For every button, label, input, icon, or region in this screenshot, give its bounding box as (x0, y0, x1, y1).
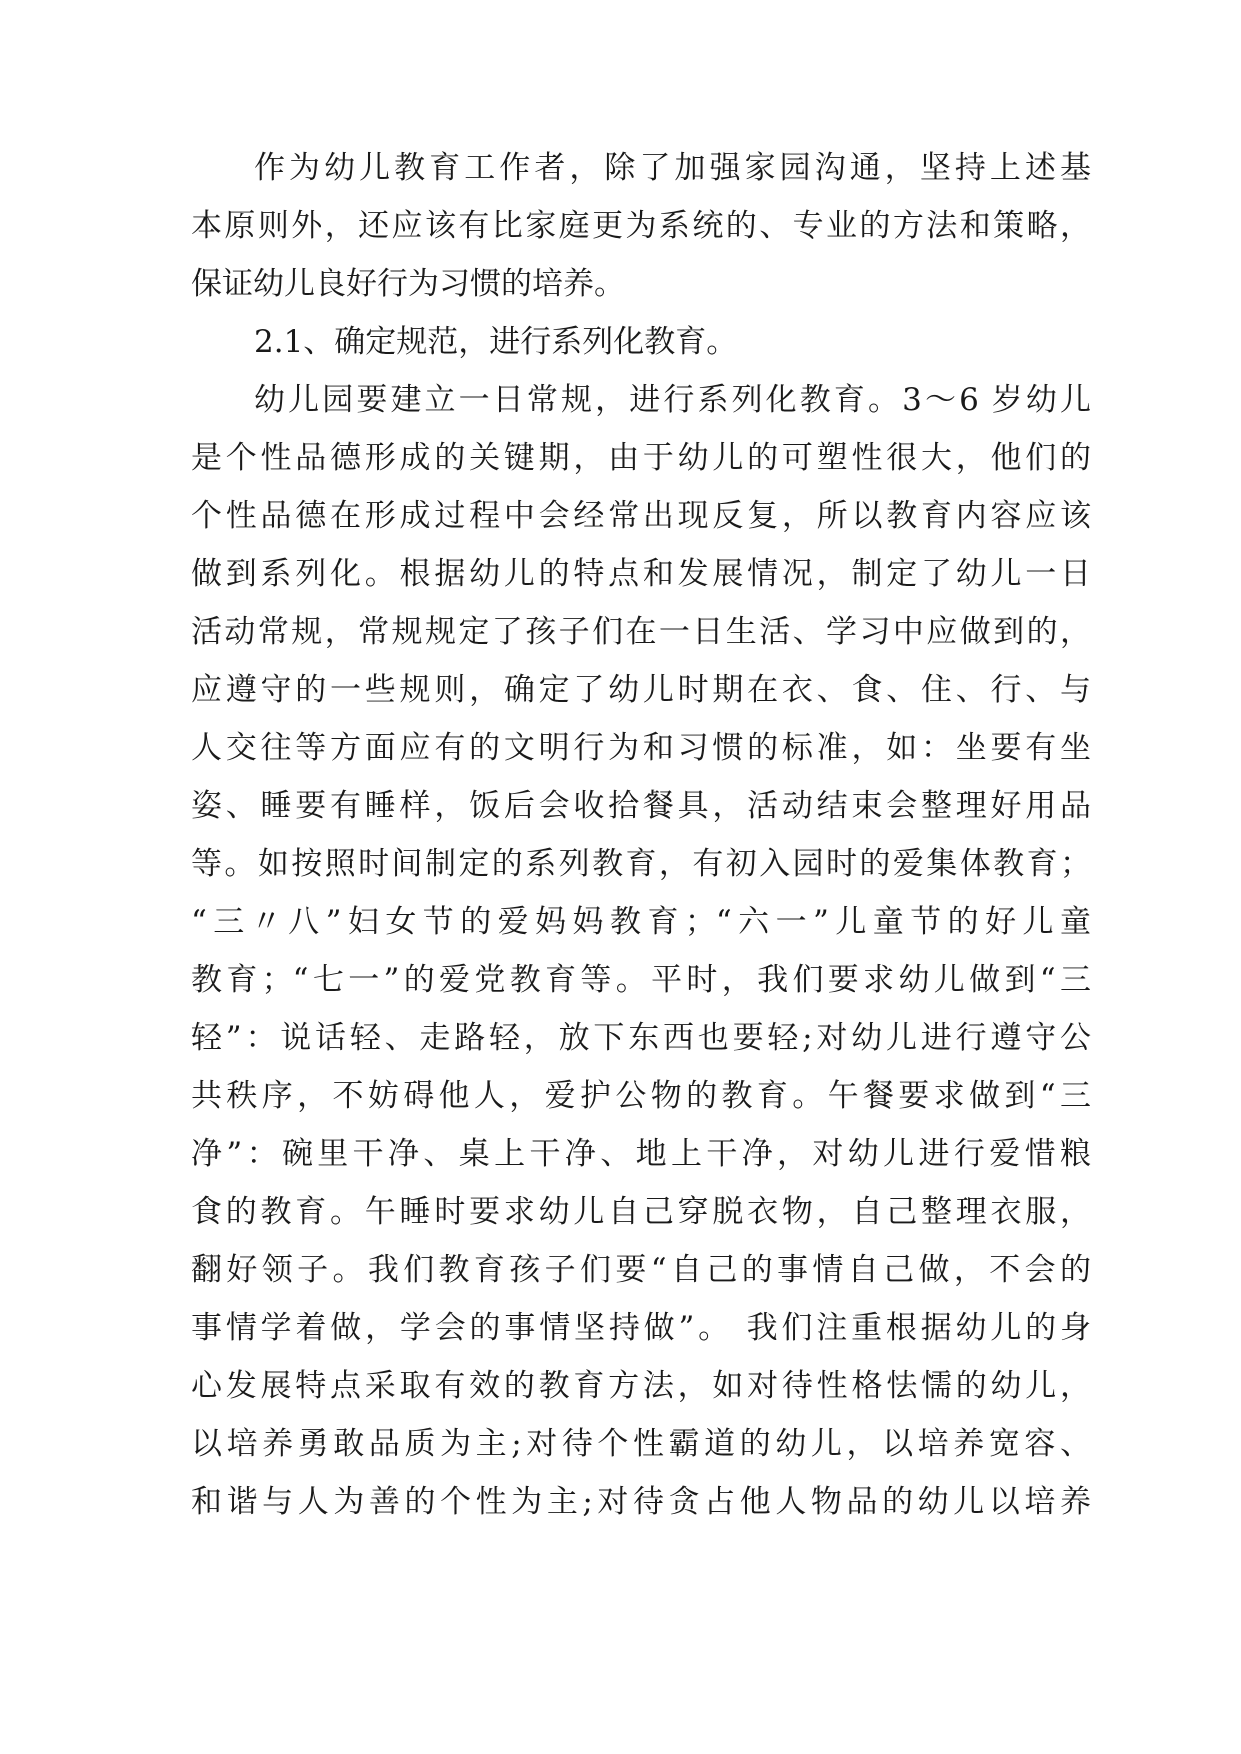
paragraph-line: 食的教育。午睡时要求幼儿自己穿脱衣物，自己整理衣服， (191, 1194, 1091, 1230)
paragraph-line: 本原则外，还应该有比家庭更为系统的、专业的方法和策略， (191, 208, 1091, 244)
section-heading: 2.1、确定规范，进行系列化教育。 (254, 324, 738, 360)
paragraph-line: 以培养勇敢品质为主;对待个性霸道的幼儿，以培养宽容、 (191, 1426, 1091, 1462)
paragraph-line: 应遵守的一些规则，确定了幼儿时期在衣、食、住、行、与 (191, 672, 1091, 708)
paragraph-line: 事情学着做，学会的事情坚持做”。 我们注重根据幼儿的身 (191, 1310, 1091, 1346)
paragraph-line: 做到系列化。根据幼儿的特点和发展情况，制定了幼儿一日 (191, 556, 1091, 592)
paragraph-line: 保证幼儿良好行为习惯的培养。 (191, 266, 625, 302)
paragraph-line: 个性品德在形成过程中会经常出现反复，所以教育内容应该 (191, 498, 1091, 534)
paragraph-line: 姿、睡要有睡样，饭后会收拾餐具，活动结束会整理好用品 (191, 788, 1091, 824)
paragraph-line: 幼儿园要建立一日常规，进行系列化教育。3～6 岁幼儿 (254, 382, 1091, 418)
paragraph-line: 教育；“七一”的爱党教育等。平时，我们要求幼儿做到“三 (191, 962, 1091, 998)
paragraph-line: 是个性品德形成的关键期，由于幼儿的可塑性很大，他们的 (191, 440, 1091, 476)
paragraph-line: 等。如按照时间制定的系列教育，有初入园时的爱集体教育； (191, 846, 1091, 882)
paragraph-line: 净”：碗里干净、桌上干净、地上干净，对幼儿进行爱惜粮 (191, 1136, 1091, 1172)
paragraph-line: 轻”：说话轻、走路轻，放下东西也要轻;对幼儿进行遵守公 (191, 1020, 1091, 1056)
paragraph-line: “三〃八”妇女节的爱妈妈教育；“六一”儿童节的好儿童 (191, 904, 1091, 940)
paragraph-line: 翻好领子。我们教育孩子们要“自己的事情自己做，不会的 (191, 1252, 1091, 1288)
paragraph-line: 活动常规，常规规定了孩子们在一日生活、学习中应做到的， (191, 614, 1091, 650)
paragraph-line: 心发展特点采取有效的教育方法，如对待性格怯懦的幼儿， (191, 1368, 1091, 1404)
paragraph-line: 人交往等方面应有的文明行为和习惯的标准，如：坐要有坐 (191, 730, 1091, 766)
paragraph-line: 作为幼儿教育工作者，除了加强家园沟通，坚持上述基 (254, 150, 1091, 186)
paragraph-line: 和谐与人为善的个性为主;对待贪占他人物品的幼儿以培养 (191, 1484, 1091, 1520)
paragraph-line: 共秩序，不妨碍他人，爱护公物的教育。午餐要求做到“三 (191, 1078, 1091, 1114)
